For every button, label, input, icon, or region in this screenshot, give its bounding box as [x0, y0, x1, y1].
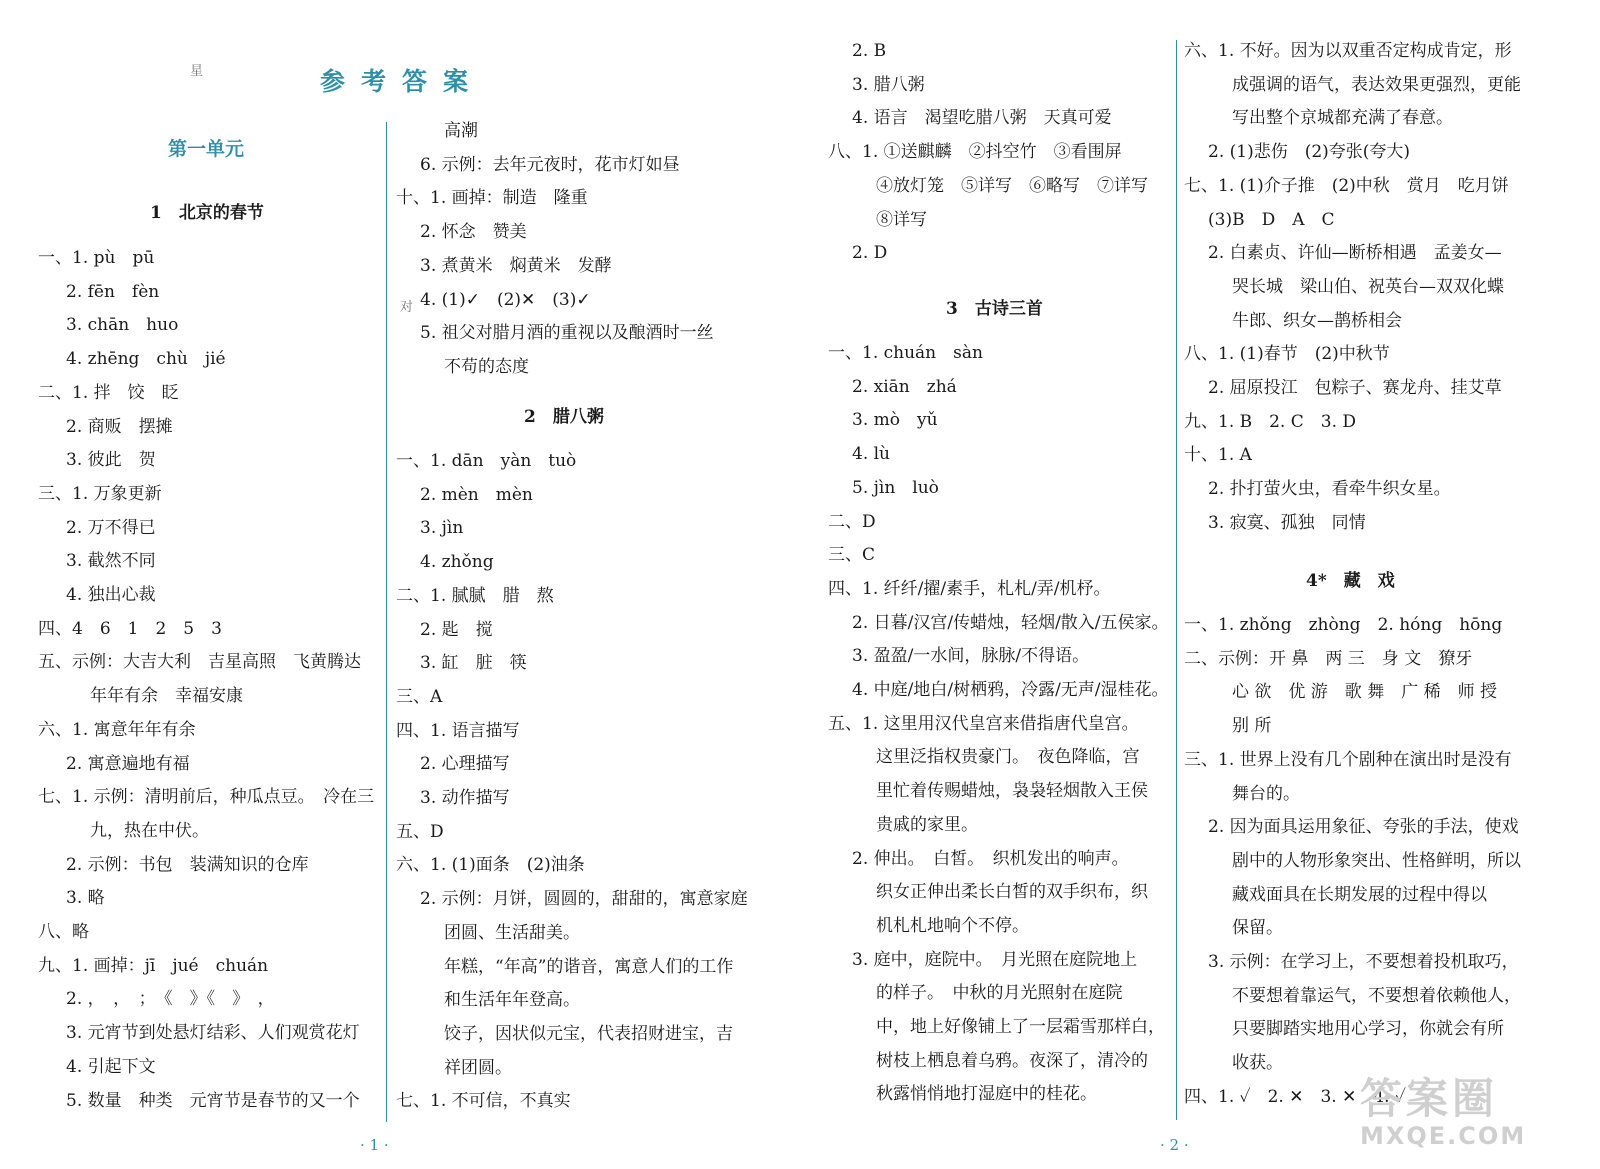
answer-line: 九，热在中伏。 — [90, 820, 209, 841]
answer-line: 2. D — [852, 243, 888, 264]
answer-line: 3. 略 — [66, 888, 105, 909]
answer-line: 三、1. 万象更新 — [38, 483, 162, 504]
answer-line: 二、D — [828, 511, 876, 532]
answer-line: 2. 因为面具运用象征、夸张的手法，使戏 — [1208, 817, 1519, 838]
column-divider — [1176, 40, 1177, 1120]
answer-line: 六、1. 不好。因为以双重否定构成肯定，形 — [1184, 41, 1512, 61]
answer-line: 3. jìn — [420, 518, 464, 539]
answer-line: 六、1. 寓意年年有余 — [38, 719, 196, 740]
answer-line: 2. xiān zhá — [852, 376, 957, 397]
answer-line: 四、4 6 1 2 5 3 — [38, 618, 222, 639]
answer-line: 2. 日暮/汉宫/传蜡烛，轻烟/散入/五侯家。 — [852, 612, 1169, 633]
answer-line: 2. 匙 搅 — [420, 619, 493, 640]
answer-line: 八、1. ①送麒麟 ②抖空竹 ③看围屏 — [828, 142, 1122, 163]
answer-line: 三、1. 世界上没有几个剧种在演出时是没有 — [1184, 749, 1512, 770]
answer-line: 2. 白素贞、许仙—断桥相遇 孟姜女— — [1208, 243, 1502, 264]
answer-line: 6. 示例：去年元夜时，花市灯如昼 — [420, 154, 680, 175]
answer-line: 牛郎、织女—鹊桥相会 — [1232, 310, 1402, 331]
answer-line: 高潮 — [444, 121, 478, 141]
answer-line: 3. 盈盈/一水间，脉脉/不得语。 — [852, 646, 1090, 667]
answer-line: 3. 庭中，庭院中。 月光照在庭院地上 — [852, 949, 1138, 970]
answer-line: 的样子。 中秋的月光照射在庭院 — [876, 983, 1123, 1004]
answer-line: ④放灯笼 ⑤详写 ⑥略写 ⑦详写 — [876, 175, 1148, 196]
answer-line: 贵戚的家里。 — [876, 814, 978, 835]
answer-line: 5. 祖父对腊月酒的重视以及酿酒时一丝 — [420, 323, 714, 344]
answer-line: 4. 中庭/地白/树栖鸦，冷露/无声/湿桂花。 — [852, 680, 1169, 700]
answer-line: 5. 数量 种类 元宵节是春节的又一个 — [66, 1090, 360, 1111]
answer-line: 二、1. 拌 饺 眨 — [38, 382, 179, 403]
answer-line: 4. lù — [852, 444, 891, 465]
answer-line: 3. mò yǔ — [852, 410, 938, 431]
column-divider — [386, 122, 387, 1122]
answer-line: 九、1. 画掉：jī jué chuán — [38, 955, 269, 976]
answer-line: 一、1. pù pū — [38, 248, 155, 268]
answer-line: 织女正伸出柔长白皙的双手织布，织 — [876, 882, 1148, 903]
answer-line: 这里泛指权贵豪门。 夜色降临，宫 — [876, 747, 1140, 768]
answer-line: 2. mèn mèn — [420, 484, 533, 505]
answer-line: 2. 伸出。 白皙。 织机发出的响声。 — [852, 848, 1129, 869]
answer-line: 3. 缸 脏 筷 — [420, 653, 527, 674]
answer-line: 三、C — [828, 545, 876, 566]
answer-line: 一、1. dān yàn tuò — [396, 451, 577, 471]
page-number-left: · 1 · — [360, 1136, 389, 1154]
answer-line: 3. 彼此 贺 — [66, 450, 156, 471]
answer-line: 别 所 — [1232, 716, 1272, 737]
answer-line: 4. 语言 渴望吃腊八粥 天真可爱 — [852, 108, 1112, 129]
answer-line: 中，地上好像铺上了一层霜雪那样白， — [876, 1017, 1165, 1037]
answer-line: 六、1. (1)面条 (2)油条 — [396, 855, 585, 876]
answer-line: 剧中的人物形象突出、性格鲜明，所以 — [1232, 850, 1521, 871]
answer-line: 二、1. 腻腻 腊 熬 — [396, 585, 554, 606]
answer-line: 心 欲 优 游 歌 舞 广 稀 师 授 — [1232, 682, 1498, 703]
section-heading: 3 古诗三首 — [946, 299, 1043, 319]
section-heading: 2 腊八粥 — [524, 407, 604, 427]
answer-line: 五、示例：大吉大利 吉星高照 飞黄腾达 — [38, 652, 361, 673]
answer-line: 3. 动作描写 — [420, 788, 510, 808]
answer-line: 年糕，“年高”的谐音，寓意人们的工作 — [444, 956, 734, 977]
answer-line: 2. 万不得已 — [66, 517, 156, 538]
margin-mark: 星 — [190, 64, 204, 79]
answer-line: 2. 寓意遍地有福 — [66, 753, 190, 774]
answer-line: 3. 示例：在学习上，不要想着投机取巧， — [1208, 952, 1519, 972]
answer-line: 五、D — [396, 821, 444, 842]
answer-line: 年年有余 幸福安康 — [90, 686, 243, 707]
answer-line: ⑧详写 — [876, 209, 927, 230]
answer-line: (3)B D A C — [1208, 209, 1335, 230]
answer-line: 2. 商贩 摆摊 — [66, 416, 173, 437]
answer-line: 3. chān huo — [66, 315, 179, 336]
answer-line: 八、略 — [38, 922, 89, 942]
answer-line: 九、1. B 2. C 3. D — [1184, 411, 1357, 432]
answer-line: 2. 屈原投江 包粽子、赛龙舟、挂艾草 — [1208, 378, 1502, 398]
answer-line: 秋露悄悄地打湿庭中的桂花。 — [876, 1084, 1097, 1105]
answer-line: 四、1. 语言描写 — [396, 720, 520, 741]
margin-mark: 对 — [400, 300, 414, 315]
answer-line: 4. 独出心裁 — [66, 585, 156, 605]
answer-line: 2. (1)悲伤 (2)夸张(夸大) — [1208, 142, 1411, 163]
answer-line: 十、1. 画掉：制造 隆重 — [396, 188, 588, 209]
section-heading: 4* 藏 戏 — [1306, 571, 1395, 591]
answer-line: 只要脚踏实地用心学习，你就会有所 — [1232, 1019, 1504, 1040]
answer-line: 七、1. 不可信，不真实 — [396, 1091, 571, 1112]
page-number-right: · 2 · — [1160, 1136, 1189, 1154]
watermark-logo — [1360, 1075, 1580, 1155]
watermark-brand: 答案圈 — [1360, 1074, 1499, 1123]
answer-line: 2. 示例：月饼，圆圆的，甜甜的，寓意家庭 — [420, 889, 748, 910]
answer-line: 保留。 — [1232, 918, 1283, 939]
answer-line: 二、示例：开 鼻 两 三 身 文 獠牙 — [1184, 648, 1473, 669]
answer-line: 4. zhǒng — [420, 552, 494, 573]
answer-line: 4. zhēng chù jié — [66, 349, 226, 370]
section-heading: 1 北京的春节 — [150, 203, 264, 223]
answer-line: 祥团圆。 — [444, 1057, 512, 1078]
answer-line: 2. ， ， ； 《 》《 》 ， — [66, 989, 275, 1010]
answer-line: 藏戏面具在长期发展的过程中得以 — [1232, 884, 1487, 905]
answer-line: 四、1. ✓ 2. ✕ 3. ✕ 4. ✓ — [1184, 1086, 1406, 1107]
answer-line: 3. 截然不同 — [66, 551, 156, 572]
answer-line: 十、1. A — [1184, 445, 1252, 466]
answer-line: 舞台的。 — [1232, 783, 1300, 804]
answer-line: 2. 扑打萤火虫，看牵牛织女星。 — [1208, 479, 1451, 500]
answer-line: 八、1. (1)春节 (2)中秋节 — [1184, 344, 1390, 365]
answer-line: 七、1. 示例：清明前后，种瓜点豆。 冷在三 — [38, 787, 375, 808]
answer-line: 写出整个京城都充满了春意。 — [1232, 108, 1453, 129]
answer-line: 四、1. 纤纤/擢/素手，札札/弄/机杼。 — [828, 578, 1111, 599]
answer-line: 七、1. (1)介子推 (2)中秋 赏月 吃月饼 — [1184, 175, 1509, 196]
answer-line: 不要想着靠运气，不要想着依赖他人， — [1232, 985, 1521, 1006]
answer-line: 不苟的态度 — [444, 356, 529, 377]
answer-line: 3. 腊八粥 — [852, 74, 925, 95]
answer-line: 机札札地响个不停。 — [876, 915, 1029, 936]
unit-heading: 第一单元 — [168, 138, 245, 160]
answer-line: 团圆、生活甜美。 — [444, 922, 580, 943]
answer-line: 4. (1)✓ (2)✕ (3)✓ — [420, 289, 591, 310]
answer-line: 三、A — [396, 686, 443, 707]
answer-line: 饺子，因状似元宝，代表招财进宝，吉 — [444, 1023, 733, 1044]
answer-line: 里忙着传赐蜡烛，袅袅轻烟散入王侯 — [876, 781, 1148, 802]
answer-line: 2. fēn fèn — [66, 281, 160, 302]
answer-line: 树枝上栖息着乌鸦。夜深了，清冷的 — [876, 1050, 1148, 1071]
answer-line: 2. B — [852, 41, 887, 61]
answer-line: 3. 元宵节到处悬灯结彩、人们观赏花灯 — [66, 1023, 360, 1044]
page-title: 参考答案 — [320, 67, 485, 96]
answer-line: 2. 心理描写 — [420, 754, 510, 775]
answer-line: 3. 寂寞、孤独 同情 — [1208, 512, 1366, 533]
answer-line: 2. 怀念 赞美 — [420, 222, 527, 243]
answer-line: 2. 示例：书包 装满知识的仓库 — [66, 854, 309, 875]
answer-line: 和生活年年登高。 — [444, 990, 580, 1011]
answer-line: 4. 引起下文 — [66, 1056, 156, 1077]
answer-line: 五、1. 这里用汉代皇宫来借指唐代皇宫。 — [828, 713, 1139, 734]
answer-line: 收获。 — [1232, 1053, 1283, 1074]
answer-line: 一、1. chuán sàn — [828, 343, 983, 363]
answer-line: 一、1. zhǒng zhòng 2. hóng hōng — [1184, 615, 1503, 635]
watermark-site: MXQE.COM — [1360, 1122, 1527, 1150]
answer-line: 成强调的语气，表达效果更强烈，更能 — [1232, 74, 1521, 95]
answer-line: 5. jìn luò — [852, 477, 939, 498]
answer-line: 3. 煮黄米 焖黄米 发酵 — [420, 255, 612, 276]
answer-line: 哭长城 梁山伯、祝英台—双双化蝶 — [1232, 276, 1504, 297]
